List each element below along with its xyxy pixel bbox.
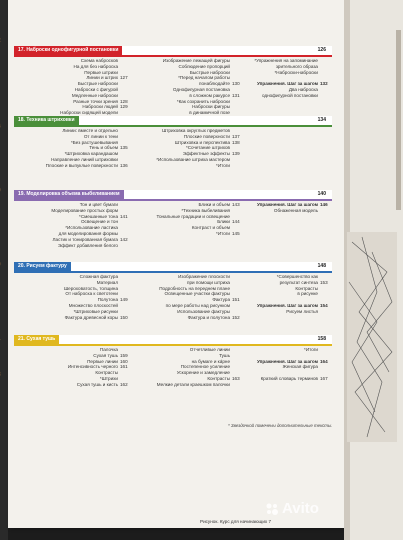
toc-entry-title: Эффект добавления белого	[57, 242, 118, 248]
toc-entry-title: Быстрые наброски	[77, 81, 118, 87]
section-title: 18. Техника штриховки	[14, 116, 79, 125]
toc-entry-title: *Использование штриха мастером	[156, 156, 230, 162]
toc-column	[134, 128, 242, 169]
page-footer: Рисунок. Курс для начинающих 7	[200, 519, 272, 524]
toc-entry-page: 151	[232, 297, 240, 303]
toc-entry-title: Наброски фигуры	[192, 104, 230, 110]
toc-entry-title: Фактура и полутона	[187, 314, 230, 320]
toc-entry-page: 160	[120, 358, 128, 364]
toc-entry-title: в динамичной позе	[189, 110, 230, 116]
toc-column	[134, 347, 242, 388]
toc-entry-page: 146	[320, 202, 328, 207]
section-header	[14, 262, 332, 273]
toc-entry-title: Мелкие детали краешком палочки	[156, 381, 230, 387]
toc-entry-title: Сложная фактура	[79, 274, 118, 279]
toc-entry-title: Линии и штрих	[86, 75, 118, 81]
toc-entry-title: Наброски с фигурой	[74, 86, 118, 92]
toc-entry-title: Отчетливые линии	[189, 347, 230, 352]
toc-entry-title: Сухая тушь	[93, 352, 118, 358]
toc-entry	[34, 315, 130, 321]
toc-entry-title: Освещение и тон	[80, 219, 118, 225]
margin-number	[0, 188, 1, 194]
toc-entry-title	[317, 353, 318, 358]
toc-column	[34, 202, 130, 248]
section-title: 20. Рисуем фактуру	[14, 262, 71, 271]
toc-entry-page: 154	[320, 302, 328, 308]
toc-entry-page: 144	[232, 219, 240, 225]
toc-column	[34, 347, 130, 388]
toc-entry	[134, 382, 242, 388]
toc-entry	[134, 315, 242, 321]
toc-entry-title: Полутона	[97, 297, 118, 303]
toc-entry-title: *Без растушевывания	[70, 139, 118, 145]
toc-entry-title: Сухая тушь и кисть	[76, 381, 118, 387]
toc-section	[14, 116, 332, 168]
toc-entry-title: Использование фактуры	[177, 308, 230, 314]
toc-entry-page: 162	[120, 381, 128, 387]
toc-entry-title	[317, 297, 318, 302]
toc-entry-title: На для без наброска	[73, 63, 118, 69]
toc-entry-title: Блики	[217, 219, 230, 225]
toc-entry-page: 159	[120, 352, 128, 358]
toc-entry	[34, 163, 130, 169]
toc-entry-title: Плоские и выпуклые поверхности	[45, 162, 118, 168]
toc-entry-title: в рисунке	[297, 291, 318, 297]
toc-entry-title: в сложном ракурсе	[189, 92, 230, 98]
toc-entry-title: Обнаженная модель	[273, 207, 318, 213]
toc-entry-title: при помощи штриха	[187, 279, 230, 285]
toc-entry-title	[317, 370, 318, 375]
sketch-illustration	[347, 232, 397, 442]
toc-entry-title: однофигурной постановки	[261, 92, 318, 98]
toc-column	[240, 347, 330, 382]
toc-entry-page: 131	[232, 92, 240, 98]
section-title: 19. Моделировка объема выбеливанием	[14, 190, 124, 199]
toc-entry-title: Контрасты	[295, 285, 318, 291]
section-title: 21. Сухая тушь	[14, 335, 59, 344]
section-page-number: 148	[317, 263, 326, 269]
toc-entry-title: Разные точки зрения	[73, 98, 118, 104]
toc-entry-title: Фактура древесной коры	[64, 314, 118, 320]
section-header	[14, 46, 332, 57]
toc-entry-title: Тень и объем	[89, 145, 118, 151]
toc-entry	[240, 93, 330, 99]
toc-column	[34, 274, 130, 320]
toc-entry	[134, 231, 242, 237]
toc-entry-title: *Техника выбеливания	[181, 207, 230, 213]
toc-entry-title: Материал	[96, 279, 118, 285]
toc-entry	[240, 208, 330, 214]
toc-entry-title: Изображение лежащей фигуры	[162, 58, 230, 63]
toc-entry-page: 128	[120, 98, 128, 104]
toc-entry-title: *Сочетание штрихов	[185, 145, 230, 151]
toc-entry-title: Упражнения. Шаг за шагом	[256, 302, 318, 308]
toc-column	[240, 202, 330, 214]
avito-logo-icon	[265, 502, 279, 516]
toc-entry-page: 145	[232, 230, 240, 236]
toc-entry-page: 138	[232, 139, 240, 145]
toc-entry-title: Медленные наброски	[71, 92, 118, 98]
toc-entry-page: 132	[320, 81, 328, 87]
toc-section	[14, 262, 332, 320]
toc-entry-title: Упражнения. Шаг за шагом	[256, 358, 318, 364]
toc-entry-title: Тон и цвет бумаги	[79, 202, 118, 207]
toc-entry-title: *Штриховые рисунки	[73, 308, 118, 314]
section-page-number: 140	[317, 191, 326, 197]
toc-entry-title: Женская фигура	[282, 364, 318, 370]
toc-entry-title: *Смешанные тона	[79, 213, 118, 219]
toc-entry-title: *Итоги	[304, 347, 318, 352]
toc-entry-title: Контраст и объем	[191, 225, 230, 231]
toc-entry-page: 130	[232, 81, 240, 87]
toc-entry-title: Первые штрихи	[84, 69, 118, 75]
toc-entry-page: 149	[120, 297, 128, 303]
toc-entry-page: 141	[120, 213, 128, 219]
toc-entry-title: Эффектные эффекты	[182, 151, 230, 157]
toc-entry-title: Штриховка и перспектива	[174, 139, 230, 145]
toc-entry-title: результат синтеза	[279, 279, 318, 285]
toc-entry-title: понаблюдайте	[199, 81, 230, 87]
toc-entry-title: Однофигурная постановка	[172, 86, 230, 92]
toc-entry-page: 139	[232, 151, 240, 157]
toc-entry	[34, 243, 130, 249]
toc-entry-title: Схема набросков	[80, 58, 118, 63]
toc-entry-title: Подробность на переднем плане	[159, 285, 230, 291]
toc-entry-title: Два наброска	[288, 86, 318, 92]
toc-entry-title: Палочка	[99, 347, 118, 352]
toc-column	[240, 274, 330, 315]
toc-entry-title: Быстрые наброски	[189, 69, 230, 75]
toc-entry-page: 163	[232, 375, 240, 381]
toc-entry-page: 150	[120, 314, 128, 320]
toc-entry-page: 143	[232, 202, 240, 207]
section-page-number: 158	[317, 336, 326, 342]
toc-entry	[240, 309, 330, 315]
toc-entry-title: *Упражнения на запоминание	[254, 58, 318, 63]
toc-entry-title: Штриховка округлых предметов	[162, 128, 230, 133]
toc-entry-title: на бумаге и ка́рне	[191, 358, 230, 364]
toc-column	[34, 58, 130, 122]
toc-entry-title: От линии к тени	[83, 133, 118, 139]
toc-entry	[134, 163, 242, 169]
section-page-number: 134	[317, 117, 326, 123]
toc-entry-title: Постепенное усиление	[180, 364, 230, 370]
toc-entry-page: 137	[232, 133, 240, 139]
section-header	[14, 190, 332, 201]
toc-entry-title: *Наброски-наброски	[274, 69, 318, 75]
toc-entry-title: для моделирования формы	[58, 230, 118, 236]
toc-entry-title: Линии: вместе и отдельно	[62, 128, 118, 133]
toc-entry-title: *Штриховка карандашом	[64, 151, 118, 157]
toc-entry-title: Блики и объем	[198, 202, 230, 207]
section-page-number: 126	[317, 47, 326, 53]
toc-entry-title: *Итоги	[216, 162, 230, 168]
toc-entry-title: Наброски сидящей модели	[60, 110, 118, 116]
toc-entry-title: *Перед началом работы	[178, 75, 230, 81]
toc-entry-title: Соблюдение пропорций	[178, 63, 230, 69]
toc-entry-page: 153	[320, 279, 328, 285]
toc-entry-title: Интенсивность черного	[67, 364, 118, 370]
toc-column	[134, 202, 242, 237]
toc-entry-page: 142	[120, 236, 128, 242]
toc-entry-title: Фактура	[212, 297, 230, 303]
toc-entry-page: 164	[320, 358, 328, 364]
toc-entry-title: *Использование ластика	[65, 225, 118, 231]
toc-entry-title: Моделирование простых форм	[51, 207, 118, 213]
toc-entry-title: Направление линий штриховки	[51, 156, 118, 162]
toc-entry-title: Упражнения. Шаг за шагом	[256, 81, 318, 87]
toc-entry-title: *Как сохранить наброски	[176, 98, 230, 104]
margin-number	[0, 372, 1, 378]
toc-section	[14, 46, 332, 116]
toc-entry-page: 161	[120, 364, 128, 370]
book-spine-shadow	[0, 0, 8, 540]
section-title: 17. Наброски однофигурной постановки	[14, 46, 122, 55]
toc-entry-title: Плоские поверхности	[183, 133, 230, 139]
toc-column	[134, 58, 242, 122]
toc-entry-title: Тушь	[219, 352, 230, 358]
toc-entry-page: 127	[120, 75, 128, 81]
section-header	[14, 116, 332, 127]
toc-entry-title: Рисуем листья	[286, 308, 318, 314]
toc-entry	[240, 376, 330, 382]
toc-entry-title: Ластик и тонированная бумага	[52, 236, 118, 242]
margin-number	[0, 38, 1, 44]
toc-entry-title: по мере работы над рисунком	[165, 302, 230, 308]
section-header	[14, 335, 332, 346]
toc-entry-title: *Совершенство как	[276, 274, 318, 279]
toc-entry-title: Освещенные участки фактуры	[164, 291, 230, 297]
toc-entry-page: 152	[232, 314, 240, 320]
toc-entry	[34, 382, 130, 388]
toc-entry-title: Множество плоскостей	[68, 302, 118, 308]
toc-entry-title	[317, 75, 318, 80]
toc-entry-page: 129	[120, 104, 128, 110]
toc-entry-title: Контрасты	[95, 370, 118, 376]
margin-number	[0, 336, 1, 342]
toc-entry-title: Шероховатость, толщина	[63, 285, 118, 291]
toc-entry-page: 167	[320, 375, 328, 381]
toc-section	[14, 335, 332, 387]
toc-column	[240, 58, 330, 99]
toc-entry-title: зрительного образа	[275, 63, 318, 69]
toc-entry-title: *Штрихи	[99, 375, 118, 381]
toc-entry-title: Изображение плоскости	[178, 274, 230, 279]
toc-entry-title: Краткий словарь терминов	[260, 375, 318, 381]
toc-column	[34, 128, 130, 169]
toc-entry-title: Наброски людей	[82, 104, 118, 110]
toc-entry-page: 135	[120, 145, 128, 151]
toc-entry-title: Контрасты	[207, 375, 230, 381]
toc-column	[134, 274, 242, 320]
toc-entry-title: *Итоги	[216, 230, 230, 236]
toc-entry-title: Ускорение и замедление	[176, 370, 230, 376]
toc-entry-title: От наброска к светотени	[65, 291, 118, 297]
toc-entry-page: 136	[120, 162, 128, 168]
margin-number	[0, 262, 1, 268]
footnote: * Звездочкой помечены дополнительные тексты.	[228, 423, 333, 428]
watermark: Avito	[282, 500, 319, 517]
toc-entry-title: Упражнения. Шаг за шагом	[256, 202, 318, 207]
margin-number	[0, 124, 1, 130]
toc-section	[14, 190, 332, 248]
toc-entry-title: Первые линии	[87, 358, 118, 364]
toc-entry-title: Тональные градации и освещение	[156, 213, 230, 219]
